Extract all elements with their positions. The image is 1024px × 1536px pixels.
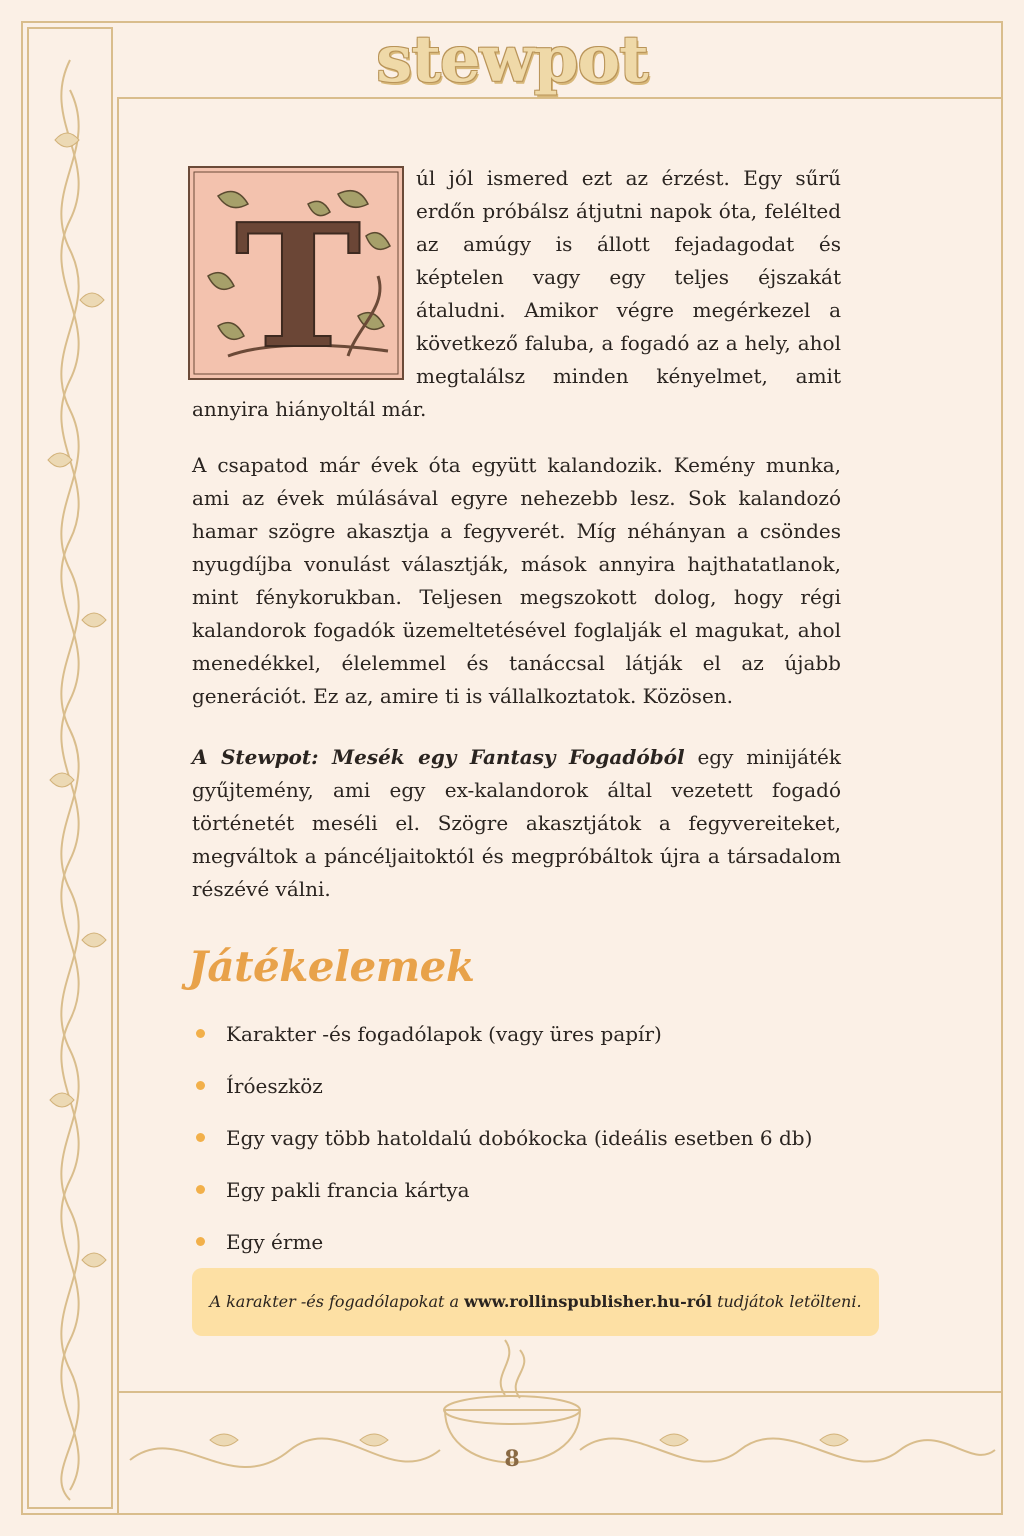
bullet-icon <box>196 1081 205 1090</box>
page-number: 8 <box>504 1446 520 1472</box>
section-heading: Játékelemek <box>188 942 475 991</box>
paragraph-3-text: egy minijáték gyűjtemény, ami egy ex-kalandorok által vezetett fogadó történetét meséli el. Szögre akasztjátok a fegyvereiteket, megváltok a páncéljaitoktól és megpróbáltok újra a társadalom részévé válni. <box>192 745 841 901</box>
list-item: Egy érme <box>192 1220 872 1272</box>
bullet-icon <box>196 1185 205 1194</box>
dropcap-illumination <box>188 166 404 380</box>
download-link[interactable]: www.rollinspublisher.hu-ról <box>464 1292 712 1311</box>
bullet-icon <box>196 1133 205 1142</box>
list-item: Egy pakli francia kártya <box>192 1168 872 1220</box>
intro-text: úl jól ismered ezt az érzést. Egy sűrű erdőn próbálsz átjutni napok óta, felélted az amúgy is állott fejadagodat és képtelen vagy egy teljes éjszakát átaludni. Amikor végre megérkezel a következő faluba, a fogadó az a hely, ahol megtalálsz minden kényelmet, amit annyira hiányoltál már. <box>192 166 841 421</box>
dropcap-letter: T <box>234 187 362 380</box>
download-note: A karakter -és fogadólapokat a www.rollinspublisher.hu-ról tudjátok letölteni. <box>192 1268 879 1336</box>
book-title: A Stewpot: Mesék egy Fantasy Fogadóból <box>192 745 685 769</box>
page-header-title: stewpot <box>376 22 648 97</box>
list-item: Egy vagy több hatoldalú dobókocka (ideális esetben 6 db) <box>192 1116 872 1168</box>
intro-paragraph <box>192 162 841 426</box>
list-item: Íróeszköz <box>192 1064 872 1116</box>
list-item: Karakter -és fogadólapok (vagy üres papír) <box>192 1012 872 1064</box>
bullet-icon <box>196 1029 205 1038</box>
components-list <box>192 1012 872 1272</box>
bullet-icon <box>196 1237 205 1246</box>
paragraph-2: A csapatod már évek óta együtt kalandozik. Kemény munka, ami az évek múlásával egyre nehezebb lesz. Sok kalandozó hamar szögre akasztja a fegyverét. Míg néhányan a csöndes nyugdíjba vonulást választják, mások annyira hajthatatlanok, mint fénykorukban. Teljesen megszokott dolog, hogy régi kalandorok fogadók üzemeltetésével foglalják el magukat, ahol menedékkel, élelemmel és tanáccsal látják el az újabb generációt. Ez az, amire ti is vállalkoztatok. Közösen. <box>192 453 841 708</box>
paragraph-3 <box>192 741 841 906</box>
